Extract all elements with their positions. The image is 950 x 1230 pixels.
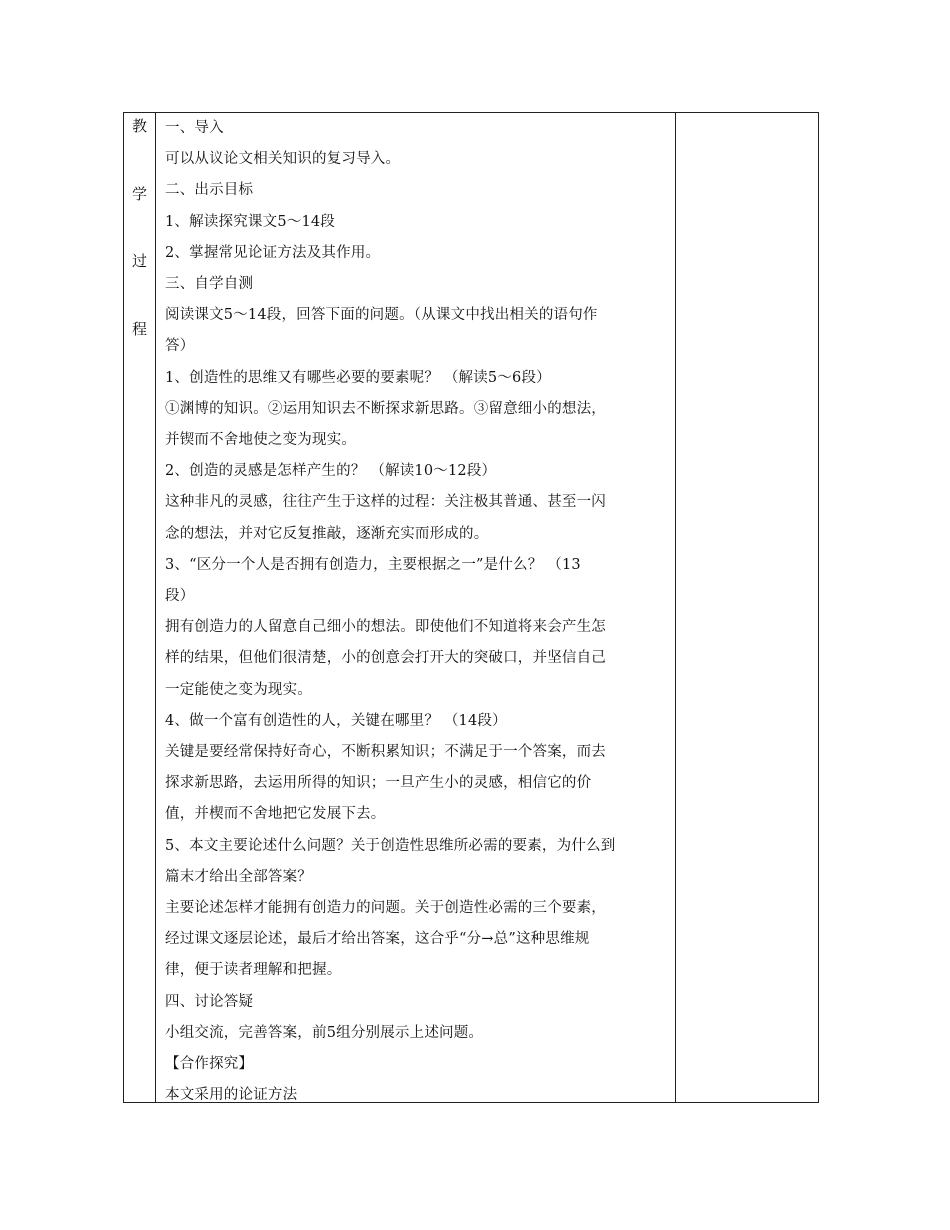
section-label-char: 程 [131,320,147,338]
content-line: 本文采用的论证方法 [165,1087,298,1104]
content-line: 3、“区分一个人是否拥有创造力，主要根据之一”是什么？ （13 [165,556,581,573]
content-line: 1、创造性的思维又有哪些必要的要素呢？ （解读5～6段） [165,369,551,386]
content-line: 篇末才给出全部答案？ [165,868,312,885]
content-line: 值，并楔而不舍地把它发展下去。 [165,806,386,823]
notes-column [676,113,818,1102]
content-line: 1、解读探究课文5～14段 [165,213,336,230]
content-line: 三、自学自测 [165,276,254,293]
column-divider [155,113,156,1102]
content-line: 样的结果，但他们很清楚，小的创意会打开大的突破口，并坚信自己 [165,650,606,667]
content-line: 律，便于读者理解和把握。 [165,962,342,979]
content-line: 念的想法，并对它反复推敲，逐渐充实而形成的。 [165,525,489,542]
content-line: 这种非凡的灵感，往往产生于这样的过程：关注极其普通、甚至一闪 [165,494,606,511]
content-line: 经过课文逐层论述，最后才给出答案，这合乎“分→总”这种思维规 [165,931,590,948]
section-label-char: 过 [131,252,147,270]
section-label-char: 学 [131,185,147,203]
content-line: 二、出示目标 [165,182,254,199]
content-line: 一、导入 [165,120,224,136]
content-line: 探求新思路，去运用所得的知识；一旦产生小的灵感，相信它的价 [165,775,592,792]
content-line: 4、做一个富有创造性的人，关键在哪里？ （14段） [165,712,507,729]
content-line: 拥有创造力的人留意自己细小的想法。即使他们不知道将来会产生怎 [165,619,606,636]
content-line: 段） [165,588,195,605]
content-line: 并锲而不舍地使之变为现实。 [165,432,357,449]
content-line: 阅读课文5～14段，回答下面的问题。（从课文中找出相关的语句作 [165,307,598,324]
content-line: 主要论述怎样才能拥有创造力的问题。关于创造性必需的三个要素， [165,900,606,917]
content-line: ①渊博的知识。②运用知识去不断探求新思路。③留意细小的想法， [165,400,606,417]
content-line: 5、本文主要论述什么问题？关于创造性思维所必需的要素，为什么到 [165,837,616,854]
content-line: 2、掌握常见论证方法及其作用。 [165,244,381,261]
section-label-column [124,113,155,1102]
content-line: 四、讨论答疑 [165,993,254,1010]
content-line: 关键是要经常保持好奇心，不断积累知识；不满足于一个答案，而去 [165,744,606,761]
lesson-table [123,112,819,1103]
content-line: 一定能使之变为现实。 [165,681,312,698]
lesson-content [165,113,670,1112]
content-line: 可以从议论文相关知识的复习导入。 [165,151,401,168]
content-line: 2、创造的灵感是怎样产生的？ （解读10～12段） [165,463,497,480]
section-label-char: 教 [131,117,147,135]
content-line: 答） [165,338,195,355]
content-line: 【合作探究】 [165,1056,254,1073]
content-line: 小组交流，完善答案，前5组分别展示上述问题。 [165,1024,484,1041]
